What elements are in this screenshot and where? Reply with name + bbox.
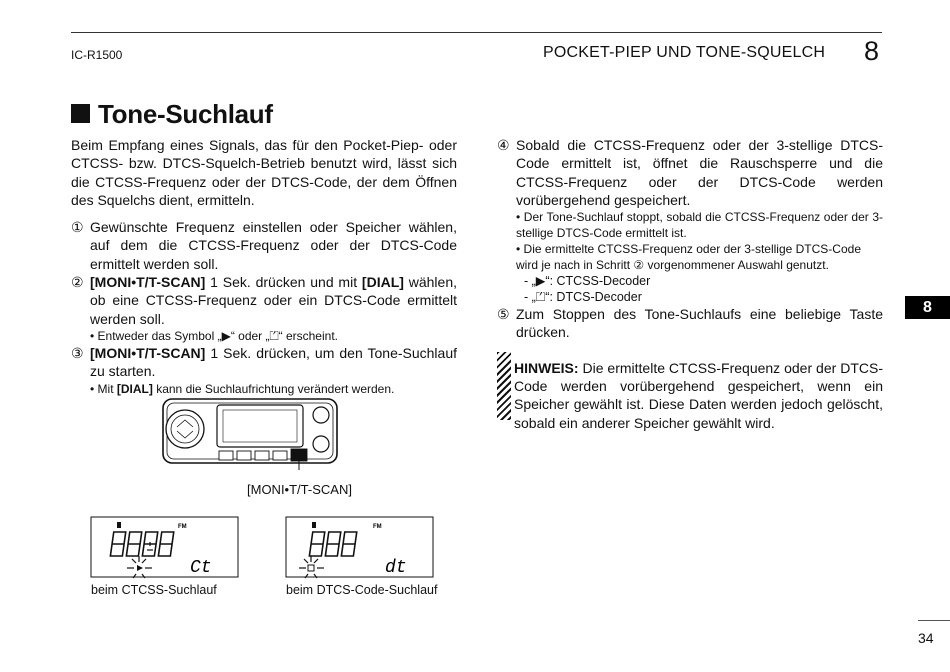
header-rule [71,32,882,33]
step-4-bullet-2: • Die ermittelte CTCSS-Frequenz oder der 3-stellige DTCS-Code wird je nach in Schritt ② vorgenommener Auswahl genutzt. [516,242,861,273]
step-5: ⑤ Zum Stoppen des Tone-Suchlaufs eine beliebige Taste drücken. [497,306,883,341]
model-name: IC-R1500 [71,48,123,62]
square-bullet-icon [71,104,90,123]
button-label: [MONI•T/T-SCAN] [247,482,352,497]
lcd-ctcss-caption: beim CTCSS-Suchlauf [91,583,217,597]
step-3: ③ [MONI•T/T-SCAN] 1 Sek. drücken, um den Tone-Suchlauf zu starten. [71,344,457,380]
page-number: 34 [918,630,934,646]
chapter-title: POCKET-PIEP UND TONE-SQUELCH [543,44,826,61]
step-4-bullet-1: • Der Tone-Suchlauf stoppt, sobald die CTCSS-Frequenz oder der 3-stellige DTCS-Code ermittelt ist. [516,210,883,241]
radio-front-panel-illustration [155,395,345,470]
intro-paragraph: Beim Empfang eines Signals, das für den Pocket-Piep- oder CTCSS- bzw. DTCS-Squelch-Betrieb benutzt wird, lässt sich die CTCSS-Frequenz oder der DTCS-Code, der dem Öffnen des Squelchs dient, ermitteln. [71,137,457,208]
note-hatch-icon [497,352,511,420]
step-2: ② [MONI•T/T-SCAN] 1 Sek. drücken und mit [DIAL] wählen, ob eine CTCSS-Frequenz oder ein DTCS-Code ermittelt werden soll. [71,274,457,327]
lcd-dtcs-illustration [285,516,435,582]
step-3-bullet: • Mit [DIAL] kann die Suchlaufrichtung verändert werden. [90,381,395,396]
right-column [497,136,883,432]
section-title: Tone-Suchlauf [71,99,273,130]
chapter-side-tab: 8 [905,296,950,319]
svg-text:FM: FM [178,524,187,530]
page-number-rule [918,620,950,621]
left-column [71,136,457,397]
step-4: ④ Sobald die CTCSS-Frequenz oder der 3-stellige DTCS-Code ermittelt ist, öffnet die Rauschsperre und die CTCSS-Frequenz oder der DTCS-Code werden vorübergehend gespeichert. [497,137,883,208]
lcd-dtcs-caption: beim DTCS-Code-Suchlauf [286,583,438,597]
svg-text:dt: dt [385,558,407,578]
step-2-bullet: • Entweder das Symbol „▶“ oder „⏍“ erscheint. [90,328,338,343]
sub-ctcss-decoder: - „▶“: CTCSS-Decoder [524,274,651,289]
sub-dtcs-decoder: - „⏍“: DTCS-Decoder [524,290,642,305]
note-box: HINWEIS: Die ermittelte CTCSS-Frequenz oder der DTCS-Code werden vorübergehend gespeichert, wenn ein Speicher gewählt ist. Diese Daten werden jedoch gelöscht, sobald ein anderer Speicher gewählt wird. [514,359,883,431]
svg-text:Ct: Ct [190,558,212,578]
lcd-ctcss-illustration [90,516,240,582]
svg-text:FM: FM [373,524,382,530]
step-1: ① Gewünschte Frequenz einstellen oder Speicher wählen, auf dem die CTCSS-Frequenz oder der DTCS-Code ermittelt werden soll. [71,219,457,272]
chapter-number: 8 [864,36,880,66]
moni-tscan-key [291,449,307,461]
